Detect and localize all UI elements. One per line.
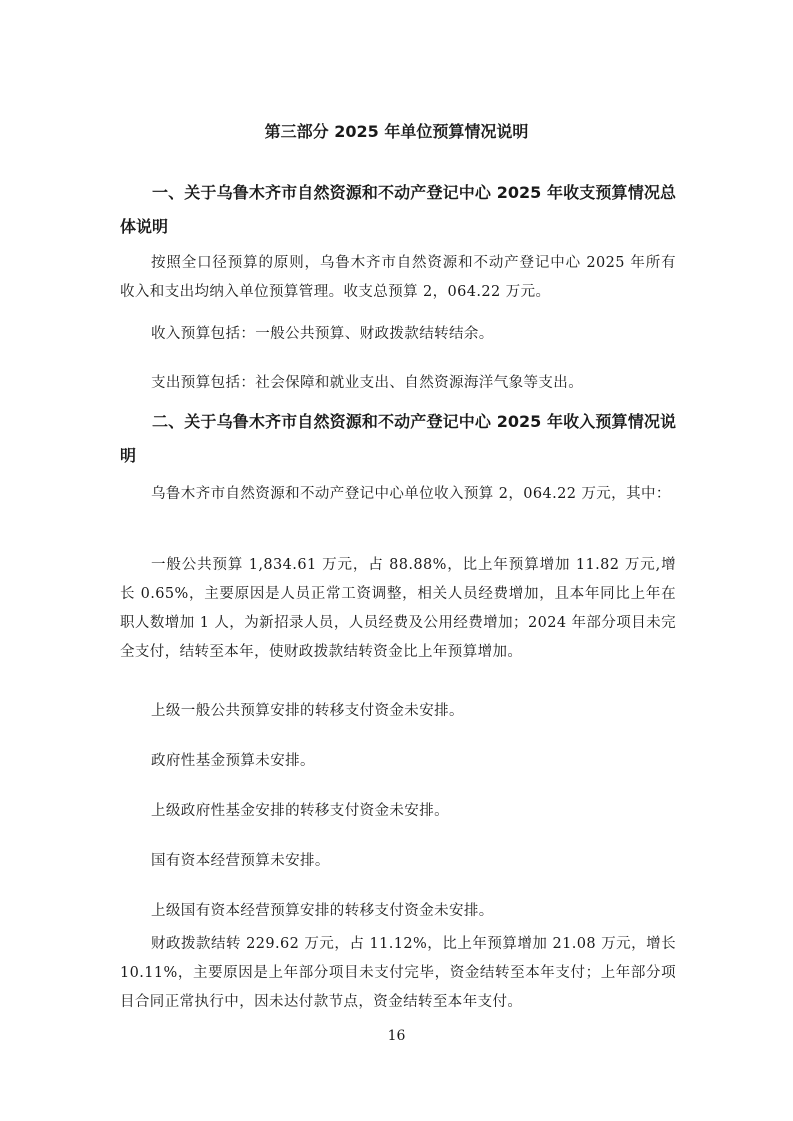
section-1-heading: 一、关于乌鲁木齐市自然资源和不动产登记中心 2025 年收支预算情况总体说明 <box>120 183 676 236</box>
section-1-paragraph-3: 支出预算包括：社会保障和就业支出、自然资源海洋气象等支出。 <box>151 375 584 391</box>
section-2-paragraph-1: 乌鲁木齐市自然资源和不动产登记中心单位收入预算 2，064.22 万元，其中： <box>151 486 671 502</box>
section-2-paragraph-7: 上级国有资本经营预算安排的转移支付资金未安排。 <box>151 903 494 919</box>
section-2-paragraph-6: 国有资本经营预算未安排。 <box>151 853 330 869</box>
page-title: 第三部分 2025 年单位预算情况说明 <box>264 122 529 141</box>
section-2-paragraph-2: 一般公共预算 1,834.61 万元，占 88.88%，比上年预算增加 11.82 万元,增长 0.65%，主要原因是人员正常工资调整，相关人员经费增加，且本年同比上年在职人数增加 1 人，为新招录人员，人员经费及公用经费增加；2024 年部分项目未完全支付，结转至本年，使财政拨款结转资金比上年预算增加。 <box>120 557 676 660</box>
section-2-paragraph-3: 上级一般公共预算安排的转移支付资金未安排。 <box>151 703 464 719</box>
section-1-paragraph-2: 收入预算包括：一般公共预算、财政拨款结转结余。 <box>151 326 494 342</box>
section-2-paragraph-4: 政府性基金预算未安排。 <box>151 753 315 769</box>
page-number: 16 <box>387 1028 406 1044</box>
section-2-paragraph-5: 上级政府性基金安排的转移支付资金未安排。 <box>151 803 449 819</box>
section-2-paragraph-8: 财政拨款结转 229.62 万元，占 11.12%，比上年预算增加 21.08 万元，增长 10.11%，主要原因是上年部分项目未支付完毕，资金结转至本年支付；上年部分项目合同正常执行中，因未达付款节点，资金结转至本年支付。 <box>120 936 676 1010</box>
section-1-paragraph-1: 按照全口径预算的原则，乌鲁木齐市自然资源和不动产登记中心 2025 年所有收入和支出均纳入单位预算管理。收支总预算 2，064.22 万元。 <box>120 255 676 300</box>
section-2-heading: 二、关于乌鲁木齐市自然资源和不动产登记中心 2025 年收入预算情况说明 <box>120 412 676 465</box>
